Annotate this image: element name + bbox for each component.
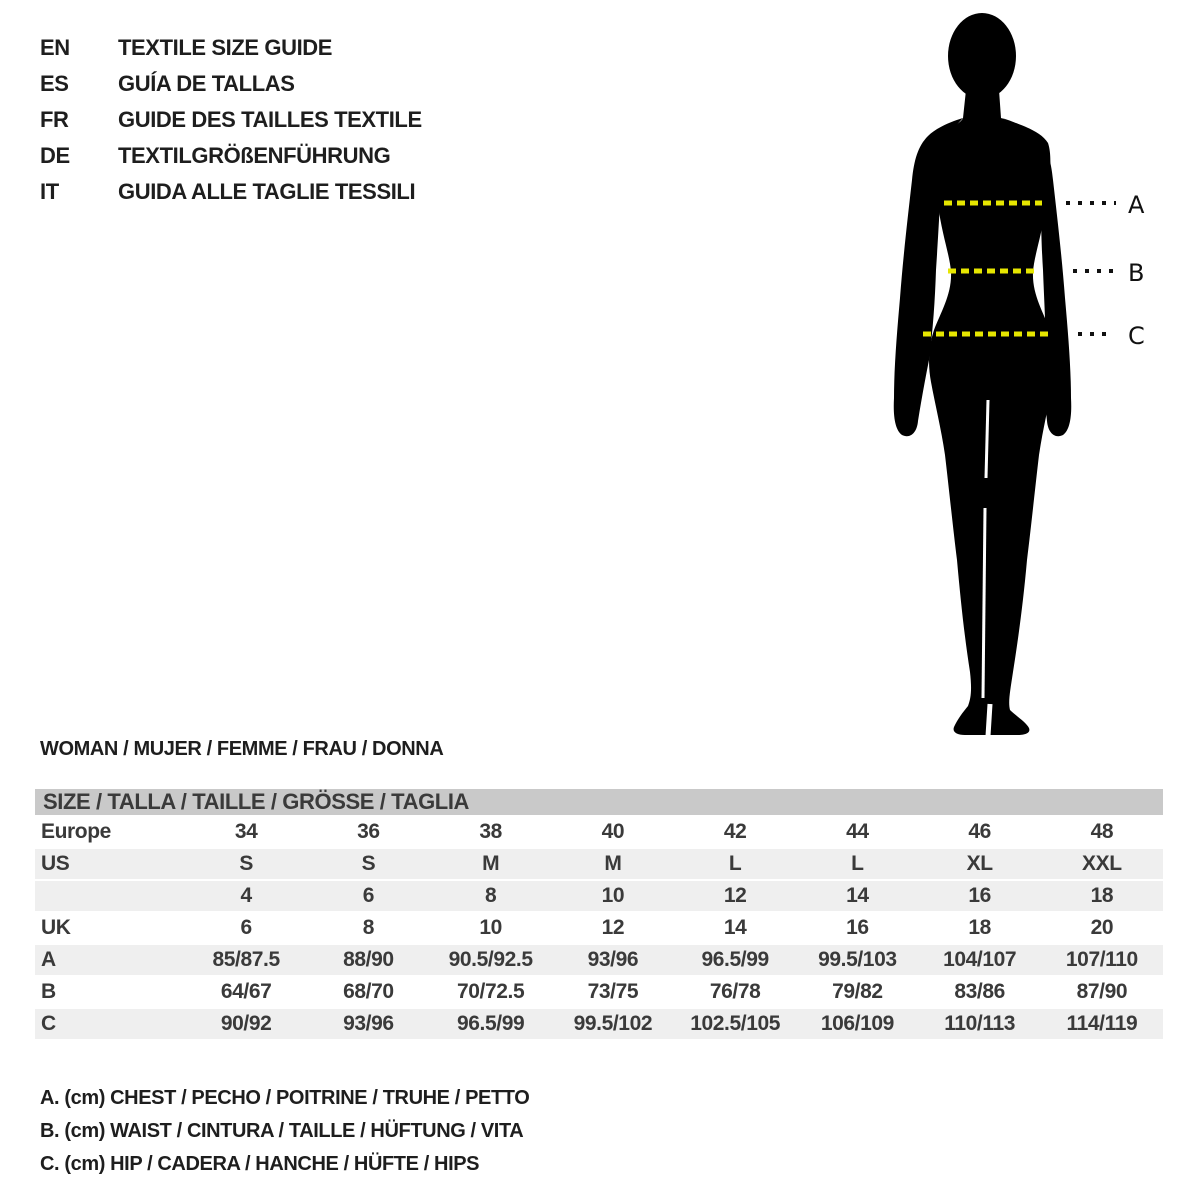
lang-row-de xyxy=(40,138,422,174)
size-cell: 6 xyxy=(307,881,429,911)
size-cell: 14 xyxy=(723,916,747,939)
size-cell: L xyxy=(674,849,796,879)
legend-chest: A. (cm) CHEST / PECHO / POITRINE / TRUHE / PETTO xyxy=(40,1087,530,1109)
size-cell: 36 xyxy=(357,820,380,843)
row-label: A xyxy=(35,945,185,975)
size-cell: 83/86 xyxy=(954,980,1005,1003)
size-cell: 96.5/99 xyxy=(430,1009,552,1039)
row-label: UK xyxy=(41,916,71,939)
size-cell: M xyxy=(430,849,552,879)
hip-marker-label: C xyxy=(1128,322,1145,350)
size-cell: XL xyxy=(919,849,1041,879)
size-cell: 73/75 xyxy=(587,980,639,1003)
leg-gap-line xyxy=(986,400,988,478)
size-cell: 93/96 xyxy=(307,1009,429,1039)
lang-code: IT xyxy=(40,179,59,204)
size-cell: 40 xyxy=(601,820,625,843)
size-row-us-letter xyxy=(35,849,1163,879)
size-cell: M xyxy=(552,849,674,879)
size-cell: 48 xyxy=(1090,820,1114,843)
size-cell: 12 xyxy=(601,916,625,939)
waist-marker-label: B xyxy=(1128,259,1145,287)
size-cell: 20 xyxy=(1090,916,1114,939)
size-row-uk xyxy=(35,913,1163,943)
size-cell: 106/109 xyxy=(796,1009,918,1039)
size-cell: 76/78 xyxy=(709,980,761,1003)
size-cell: 90/92 xyxy=(185,1009,307,1039)
size-cell: 18 xyxy=(968,916,991,939)
size-cell: L xyxy=(796,849,918,879)
lang-code: ES xyxy=(40,71,69,96)
size-row-europe xyxy=(35,817,1163,847)
size-row-us-number xyxy=(35,881,1163,911)
size-cell: 34 xyxy=(234,820,258,843)
size-cell: 107/110 xyxy=(1041,945,1163,975)
size-cell: 46 xyxy=(968,820,991,843)
size-row-waist xyxy=(35,977,1163,1007)
row-label: C xyxy=(35,1009,185,1039)
lang-title: GUIDE DES TAILLES TEXTILE xyxy=(118,107,422,132)
lang-code: DE xyxy=(40,143,70,168)
size-cell: 38 xyxy=(479,820,502,843)
size-row-chest xyxy=(35,945,1163,975)
lang-row-es xyxy=(40,66,422,102)
size-cell: XXL xyxy=(1041,849,1163,879)
size-cell: 99.5/102 xyxy=(552,1009,674,1039)
size-cell: 90.5/92.5 xyxy=(430,945,552,975)
size-cell: 87/90 xyxy=(1076,980,1128,1003)
size-cell: 85/87.5 xyxy=(185,945,307,975)
size-cell: 14 xyxy=(796,881,918,911)
size-cell: 70/72.5 xyxy=(456,980,525,1003)
size-table xyxy=(35,787,1163,1041)
silhouette-body xyxy=(929,90,1055,735)
size-cell: 4 xyxy=(185,881,307,911)
lang-title: TEXTILE SIZE GUIDE xyxy=(118,35,333,60)
size-cell: 8 xyxy=(430,881,552,911)
size-cell: 8 xyxy=(362,916,375,939)
size-row-hip xyxy=(35,1009,1163,1039)
lang-title: GUIDA ALLE TAGLIE TESSILI xyxy=(118,179,416,204)
size-cell: 88/90 xyxy=(307,945,429,975)
size-cell: S xyxy=(185,849,307,879)
legend-waist: B. (cm) WAIST / CINTURA / TAILLE / HÜFTUNG / VITA xyxy=(40,1120,524,1142)
lang-title: TEXTILGRÖßENFÜHRUNG xyxy=(118,143,391,168)
lang-row-fr xyxy=(40,102,422,138)
language-title-block xyxy=(40,30,422,210)
size-cell: 104/107 xyxy=(919,945,1041,975)
size-cell: 44 xyxy=(846,820,869,843)
size-cell: 18 xyxy=(1041,881,1163,911)
measurement-legend xyxy=(40,1082,529,1181)
size-cell: 102.5/105 xyxy=(674,1009,796,1039)
size-cell: 79/82 xyxy=(832,980,883,1003)
lang-row-en xyxy=(40,30,422,66)
size-cell: 16 xyxy=(846,916,869,939)
size-cell: 110/113 xyxy=(919,1009,1041,1039)
foot-gap-line xyxy=(988,704,990,736)
legend-hip: C. (cm) HIP / CADERA / HANCHE / HÜFTE / HIPS xyxy=(40,1153,480,1175)
size-table-header-row xyxy=(35,789,1163,815)
row-label xyxy=(35,881,185,911)
lang-code: FR xyxy=(40,107,69,132)
leg-gap-line xyxy=(983,508,985,698)
row-label: Europe xyxy=(41,820,111,843)
size-table-header: SIZE / TALLA / TAILLE / GRÖSSE / TAGLIA xyxy=(35,789,1163,815)
size-cell: 12 xyxy=(674,881,796,911)
silhouette-head xyxy=(948,13,1016,99)
size-cell: 6 xyxy=(240,916,252,939)
size-cell: 99.5/103 xyxy=(796,945,918,975)
size-cell: 68/70 xyxy=(343,980,394,1003)
size-cell: 10 xyxy=(479,916,502,939)
size-cell: S xyxy=(307,849,429,879)
size-cell: 64/67 xyxy=(220,980,272,1003)
lang-code: EN xyxy=(40,35,70,60)
size-cell: 10 xyxy=(552,881,674,911)
lang-row-it xyxy=(40,174,422,210)
size-cell: 16 xyxy=(919,881,1041,911)
size-cell: 114/119 xyxy=(1041,1009,1163,1039)
size-cell: 96.5/99 xyxy=(674,945,796,975)
woman-silhouette-figure xyxy=(880,0,1180,750)
lang-title: GUÍA DE TALLAS xyxy=(118,71,295,96)
size-cell: 93/96 xyxy=(552,945,674,975)
row-label: US xyxy=(35,849,185,879)
row-label: B xyxy=(41,980,56,1003)
chest-marker-label: A xyxy=(1128,191,1145,219)
section-title-woman: WOMAN / MUJER / FEMME / FRAU / DONNA xyxy=(40,738,444,760)
size-cell: 42 xyxy=(723,820,747,843)
